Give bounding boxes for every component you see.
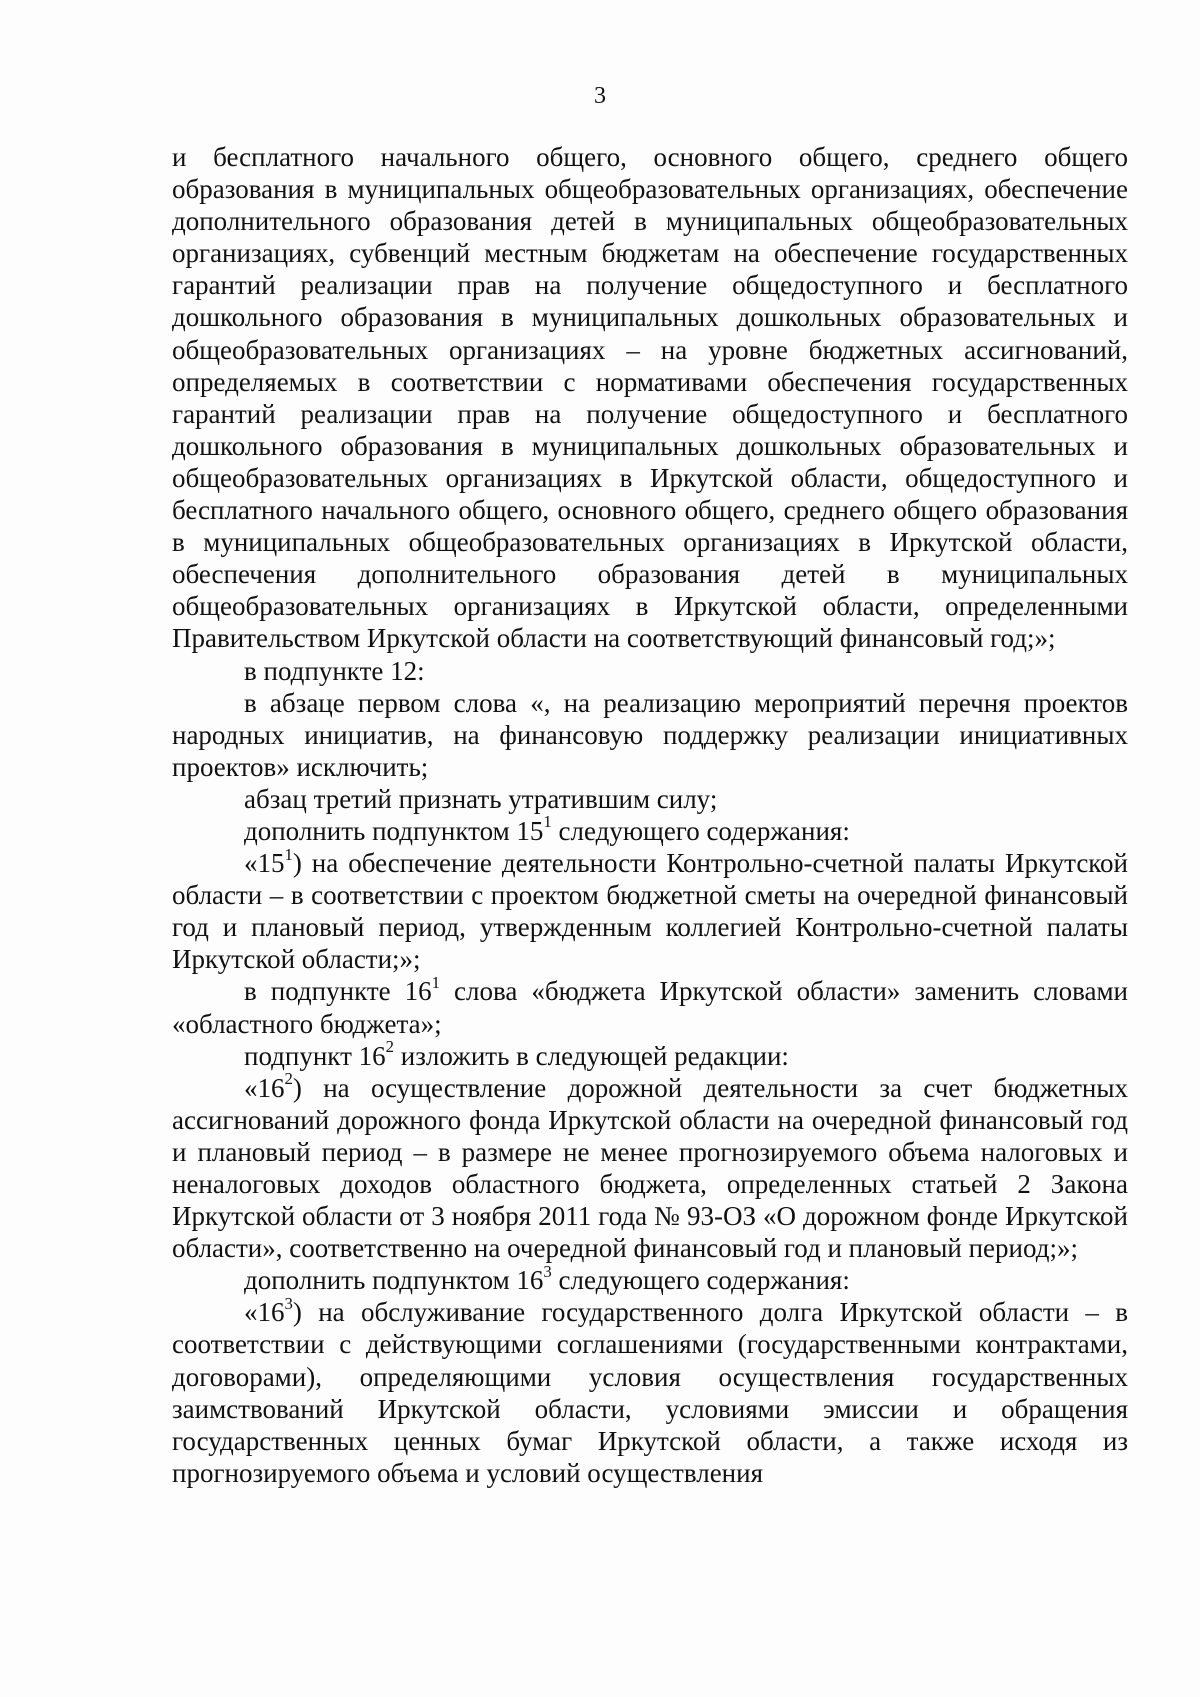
- paragraph-text: в абзаце первом слова «, на реализацию мероприятий перечня проектов народных инициатив, на финансовую поддержку реализации инициативных проектов» исключить;: [172, 687, 1128, 782]
- paragraph-text: подпункт 16: [244, 1040, 386, 1071]
- paragraph-text: в подпункте 16: [244, 976, 432, 1007]
- superscript-index: 1: [543, 812, 552, 832]
- paragraph: [172, 844, 1128, 975]
- paragraph: [172, 655, 1128, 687]
- page-number: 3: [594, 83, 606, 109]
- paragraph-text: абзац третий признать утратившим силу;: [244, 783, 718, 814]
- paragraph: [172, 972, 1128, 1039]
- superscript-index: 2: [284, 1069, 293, 1089]
- paragraph-text: и бесплатного начального общего, основного общего, среднего общего образования в муниципальных общеобразовательных организациях, обеспечение дополнительного образования детей в муниципальных общеобразовательных организациях, субвенций местным бюджетам на обеспечение государственных гарантий реализации прав на получение общедоступного и бесплатного дошкольного образования в муниципальных дошкольных образовательных и общеобразовательных организациях – на уровне бюджетных ассигнований, определяемых в соответствии с нормативами обеспечения государственных гарантий реализации прав на получение общедоступного и бесплатного дошкольного образования в муниципальных дошкольных образовательных и общеобразовательных организациях в Иркутской области, общедоступного и бесплатного начального общего, основного общего, среднего общего образования в муниципальных общеобразовательных организациях в Иркутской области, обеспечения дополнительного образования детей в муниципальных общеобразовательных организациях в Иркутской области, определенными Правительством Иркутской области на соответствующий финансовый год;»;: [172, 142, 1128, 654]
- paragraph-text: ) на осуществление дорожной деятельности за счет бюджетных ассигнований дорожного фонда Иркутской области на очередной финансовый год и плановый период – в размере не менее прогнозируемого объема налоговых и неналоговых доходов областного бюджета, определенных статьей 2 Закона Иркутской области от 3 ноября 2011 года № 93-ОЗ «О дорожном фонде Иркутской области», соответственно на очередной финансовый год и плановый период;»;: [172, 1072, 1128, 1264]
- superscript-index: 3: [543, 1261, 552, 1281]
- superscript-index: 1: [284, 844, 293, 864]
- paragraph: [172, 1069, 1128, 1265]
- paragraph-text: слова «бюджета Иркутской области» заменить словами «областного бюджета»;: [172, 976, 1128, 1039]
- superscript-index: 1: [431, 972, 441, 992]
- paragraph-text: «15: [244, 848, 285, 879]
- paragraph: [172, 1037, 1128, 1072]
- paragraph-text: следующего содержания:: [551, 1265, 850, 1296]
- paragraph: [172, 783, 1128, 815]
- paragraph: [172, 812, 1128, 847]
- paragraph-text: дополнить подпунктом 16: [244, 1265, 544, 1296]
- paragraph-text: дополнить подпунктом 15: [244, 815, 544, 846]
- paragraph: [172, 1261, 1128, 1296]
- paragraph-text: «16: [244, 1297, 285, 1328]
- paragraph-text: в подпункте 12:: [244, 655, 425, 686]
- document-body: [172, 141, 1128, 1489]
- paragraph-text: изложить в следующей редакции:: [394, 1040, 789, 1071]
- paragraph-text: «16: [244, 1072, 285, 1103]
- superscript-index: 2: [385, 1037, 394, 1057]
- paragraph: [172, 687, 1128, 783]
- paragraph: [172, 1293, 1128, 1489]
- superscript-index: 3: [284, 1293, 293, 1313]
- paragraph: [172, 141, 1128, 655]
- paragraph-text: следующего содержания:: [551, 815, 850, 846]
- paragraph-text: ) на обслуживание государственного долга Иркутской области – в соответствии с действующими соглашениями (государственными контрактами, договорами), определяющими условия осуществления государственных заимствований Иркутской области, условиями эмиссии и обращения государственных ценных бумаг Иркутской области, а также исходя из прогнозируемого объема и условий осуществления: [172, 1297, 1128, 1488]
- paragraph-text: ) на обеспечение деятельности Контрольно-счетной палаты Иркутской области – в соответствии с проектом бюджетной сметы на очередной финансовый год и плановый период, утвержденным коллегией Контрольно-счетной палаты Иркутской области;»;: [172, 848, 1128, 975]
